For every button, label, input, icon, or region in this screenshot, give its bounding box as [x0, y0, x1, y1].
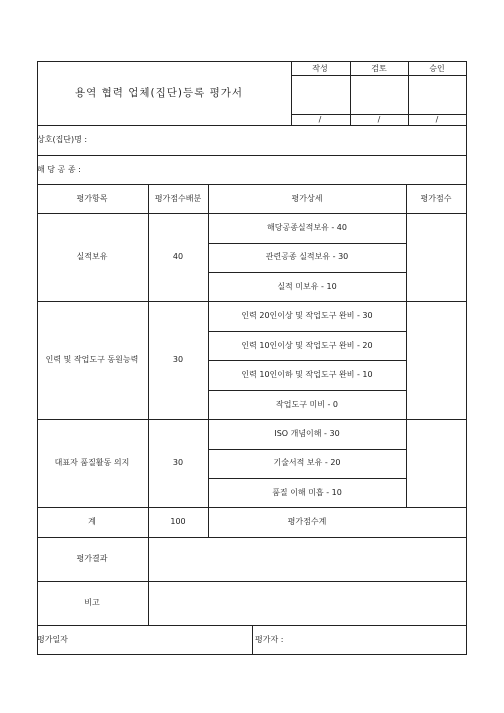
- approval-header-approve: 승인: [429, 64, 445, 73]
- approval-header-review: 검토: [371, 64, 387, 73]
- project-row-bottom-line: [37, 184, 467, 185]
- approval-header-line: [291, 75, 467, 76]
- result-label: 평가결과: [76, 554, 108, 563]
- header-detail: 평가상세: [291, 194, 323, 203]
- section-points-quality: 30: [172, 458, 184, 467]
- title-row-bottom-line: [37, 125, 467, 126]
- result-row-bottom-line: [37, 581, 467, 582]
- project-label: 해 당 공 종 :: [37, 165, 81, 174]
- detail-item: 인력 20인이상 및 작업도구 완비 - 30: [241, 311, 373, 320]
- approval-divider-1: [350, 61, 351, 125]
- section1-bottom-line: [37, 301, 467, 302]
- header-item: 평가항목: [76, 194, 108, 203]
- detail-item: 인력 10인이상 및 작업도구 완비 - 20: [241, 341, 373, 350]
- detail-item: 품질 이해 미흡 - 10: [272, 488, 342, 497]
- section2-detail-line-2: [208, 360, 406, 361]
- section2-bottom-line: [37, 419, 467, 420]
- form-title: 용역 협력 업체(집단)등록 평가서: [75, 87, 244, 99]
- total-detail: 평가점수계: [287, 517, 327, 526]
- detail-item: 인력 10인이하 및 작업도구 완비 - 10: [241, 370, 373, 379]
- section3-detail-line-2: [208, 478, 406, 479]
- approval-left-line: [291, 61, 292, 125]
- section1-detail-line-1: [208, 243, 406, 244]
- detail-column-line: [208, 184, 209, 537]
- section-name-quality: 대표자 품질활동 의지: [54, 458, 130, 467]
- evaluation-date-label: 평가일자: [37, 635, 68, 644]
- company-name-label: 상호(집단)명 :: [37, 135, 88, 144]
- section2-detail-line-1: [208, 331, 406, 332]
- section-points-performance: 40: [172, 252, 184, 261]
- approval-header-write: 작성: [312, 64, 328, 73]
- section3-bottom-line: [37, 507, 467, 508]
- approval-date-review: /: [377, 115, 381, 124]
- detail-item: ISO 개념이해 - 30: [274, 429, 340, 438]
- section-points-manpower: 30: [172, 355, 184, 364]
- total-row-bottom-line: [37, 537, 467, 538]
- approval-divider-2: [408, 61, 409, 125]
- section2-detail-line-3: [208, 390, 406, 391]
- points-column-line: [148, 184, 149, 537]
- total-points: 100: [170, 517, 186, 526]
- header-score: 평가점수: [420, 194, 452, 203]
- detail-item: 작업도구 미비 - 0: [276, 400, 338, 409]
- section-name-manpower: 인력 및 작업도구 동원능력: [45, 355, 139, 364]
- section1-detail-line-2: [208, 272, 406, 273]
- header-points: 평가점수배분: [154, 194, 202, 203]
- date-evaluator-divider: [252, 625, 253, 655]
- section-name-performance: 실적보유: [76, 252, 108, 261]
- detail-item: 관련공종 실적보유 - 30: [265, 252, 349, 261]
- score-column-line: [406, 184, 407, 507]
- section3-detail-line-1: [208, 449, 406, 450]
- detail-item: 해당공종실적보유 - 40: [267, 223, 347, 232]
- header-row-bottom-line: [37, 213, 467, 214]
- approval-date-approve: /: [435, 115, 439, 124]
- remarks-label: 비고: [84, 598, 100, 607]
- evaluator-label: 평가자 :: [255, 635, 284, 644]
- company-row-bottom-line: [37, 155, 467, 156]
- total-label: 계: [88, 517, 96, 526]
- approval-date-write: /: [318, 115, 322, 124]
- result-remarks-column-line: [148, 537, 149, 625]
- detail-item: 실적 미보유 - 10: [277, 282, 337, 291]
- detail-item: 기술서적 보유 - 20: [273, 458, 341, 467]
